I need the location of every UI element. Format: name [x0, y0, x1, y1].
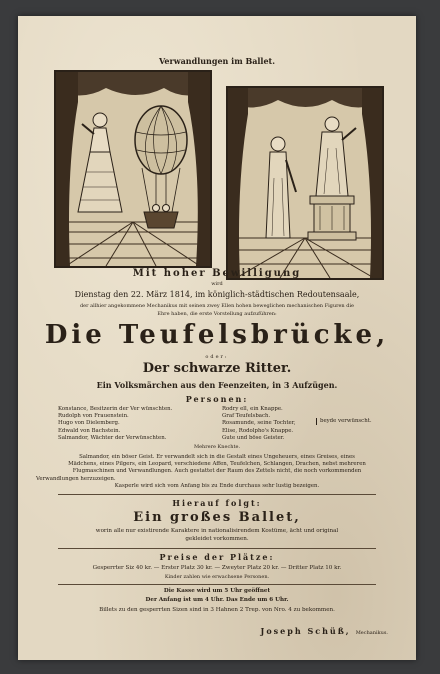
signature	[168, 619, 388, 638]
times-line: Der Anfang ist um 4 Uhr. Das Ende um 6 Uhr.	[145, 597, 289, 603]
cast-item: Edwald von Bachstein.	[58, 427, 121, 434]
balloon-scene-image	[56, 72, 210, 266]
description-line: Kasperle wird sich vom Anfang bis zu Ende durchaus sehr lustig bezeigen.	[114, 482, 320, 489]
ballet-desc-1: worin alle nur existirende Karaktere in nationalisirendem Kostüme, ächt und original	[95, 528, 339, 534]
description-line: Salmandor, ein böser Geist. Er verwandelt sich in die Gestalt eines Ungeheuers, eines Greises, eines	[79, 454, 355, 460]
personen-heading: Personen:	[185, 394, 249, 404]
cast-item: Rodry ell, ein Knappe.	[222, 406, 283, 412]
tickets-line: Billets zu den gesperrten Sizen sind in 3 Hahnen 2 Trep. von Nro. 4 zu bekommen.	[99, 607, 335, 613]
permission-line: Mit hoher Bewilligung	[132, 268, 302, 279]
divider	[58, 584, 376, 585]
cast-item: Konstance, Besitzerin der Ver wünschten.	[58, 406, 173, 412]
statue-scene-image	[228, 88, 382, 278]
signature-role: Mechanikus.	[355, 630, 388, 636]
woodcut-statue-illustration	[226, 86, 384, 280]
mechanic-line-1: der allhier angekommene Mechanikus mit seinen zwey Ellen hohen beweglichen mechanischen Figuren die	[79, 303, 355, 309]
description-line: Verwandlungen herzuzeigen.	[36, 475, 116, 482]
cast-item: Graf Teufelsbach.	[222, 413, 271, 420]
date-line: Dienstag den 22. März 1814, im königlich-städtischen Redoutensaale,	[74, 290, 360, 299]
cast-item: Elise, Rodolpho's Knappe.	[222, 427, 294, 434]
kasse-line: Die Kasse wird um 5 Uhr geöffnet	[163, 588, 271, 594]
children-line: Kinder zahlen wie erwachsene Personen.	[164, 574, 270, 580]
description-block	[34, 454, 400, 490]
preise-heading: Preise der Plätze:	[159, 552, 275, 562]
description-line: Mädchens, eines Pilgers, ein Leopard, verschiedene Affen, Teufelchen, Schlangen, Drachen, nebst mehreren	[68, 461, 366, 468]
cast-item: Salmandor, Wächter der Verwünschten.	[58, 434, 167, 441]
cast-left-column	[58, 406, 172, 442]
play-title: Die Teufelsbrücke,	[44, 320, 390, 350]
oder-line: oder:	[205, 354, 229, 360]
wird-line: wird	[211, 281, 223, 287]
description-line: Flugmaschinen und Verwandlungen. Auch gestattet der Raum des Zettels nicht, die noch vorkommenden	[72, 468, 362, 475]
divider	[58, 548, 376, 549]
cast-item: Rosamunde, seine Tochter,	[222, 420, 296, 427]
woodcut-balloon-illustration	[54, 70, 212, 268]
hierauf-line: Hierauf folgt:	[172, 498, 262, 508]
play-subtitle: Der schwarze Ritter.	[142, 361, 292, 376]
cast-right-column	[222, 406, 295, 442]
prices-line: Gesperrter Siz 40 kr. — Erster Platz 30 kr. — Zweyter Platz 20 kr. — Dritter Platz 10 kr.	[92, 565, 342, 571]
ballet-desc-2: gekleidet vorkommen.	[185, 536, 249, 542]
cast-item: Hugo von Dielemberg.	[58, 420, 120, 427]
mehrere-line: Mehrere Knechte.	[193, 444, 241, 450]
cast-note: beyde verwünscht.	[316, 418, 372, 425]
ballet-title: Ein großes Ballet,	[133, 510, 301, 525]
cast-item: Gute und böse Geister.	[222, 434, 285, 441]
playbill-sheet	[18, 16, 416, 660]
cast-item: Rudolph von Frauenstein.	[58, 413, 129, 420]
heading: Verwandlungen im Ballet.	[158, 56, 276, 66]
signature-name: Joseph Schüß,	[260, 626, 351, 636]
divider	[58, 494, 376, 495]
mechanic-line-2: Ehre haben, die erste Vorstellung aufzuführen:	[157, 311, 277, 317]
genre-line: Ein Volksmärchen aus den Feenzeiten, in 3 Aufzügen.	[96, 380, 338, 390]
